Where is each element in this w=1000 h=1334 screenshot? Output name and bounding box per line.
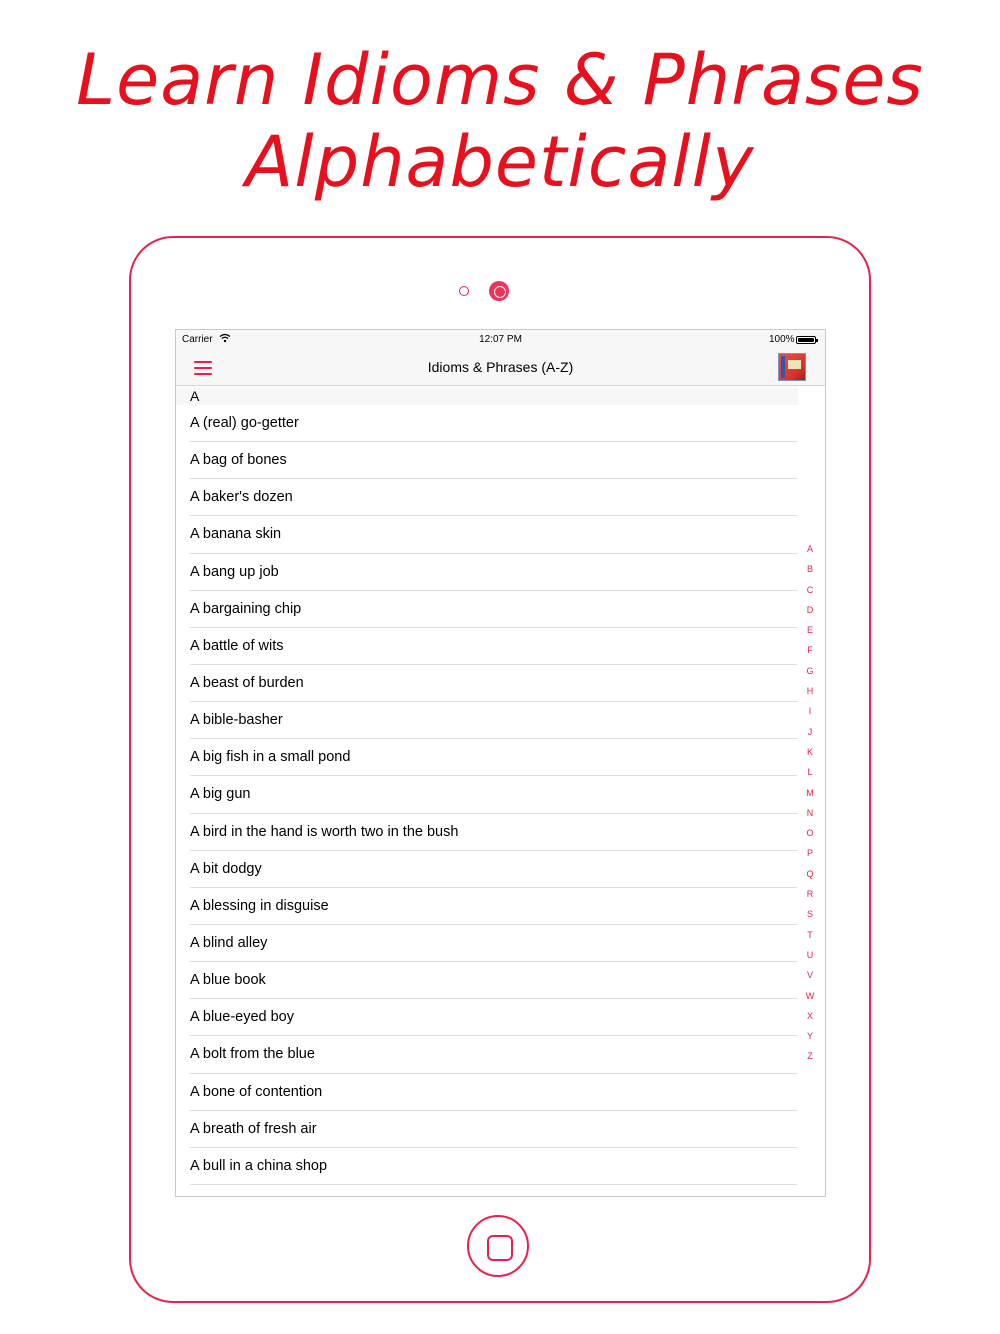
list-item[interactable] xyxy=(176,851,825,888)
home-button[interactable] xyxy=(467,1215,529,1277)
battery-icon xyxy=(796,336,816,344)
index-letter[interactable]: Z xyxy=(807,1051,813,1062)
clock: 12:07 PM xyxy=(479,334,522,345)
index-letter[interactable]: N xyxy=(806,807,814,818)
list-item[interactable] xyxy=(176,962,825,999)
list-item[interactable] xyxy=(176,1148,825,1185)
list-item-label: A bird in the hand is worth two in the bush xyxy=(190,823,459,840)
list-item[interactable] xyxy=(176,814,825,851)
row-divider xyxy=(190,1184,797,1185)
book-icon[interactable] xyxy=(778,353,806,381)
index-letter[interactable]: E xyxy=(806,625,813,636)
navigation-bar xyxy=(176,350,825,386)
list-item-label: A bull in a china shop xyxy=(190,1157,328,1174)
battery-percent: 100% xyxy=(769,334,795,345)
list-item-label: A bit dodgy xyxy=(190,860,262,877)
list-item[interactable] xyxy=(176,405,825,442)
index-letter[interactable]: F xyxy=(807,645,813,656)
idiom-list[interactable] xyxy=(176,387,825,1197)
list-item[interactable] xyxy=(176,925,825,962)
list-item[interactable] xyxy=(176,591,825,628)
list-item-label: A bible-basher xyxy=(190,712,283,729)
index-letter[interactable]: W xyxy=(805,990,815,1001)
index-letter[interactable]: Y xyxy=(806,1031,813,1042)
index-letter[interactable]: G xyxy=(806,665,814,676)
index-letter[interactable]: O xyxy=(806,828,814,839)
index-letter[interactable]: S xyxy=(806,909,813,920)
index-letter[interactable]: D xyxy=(806,604,814,615)
list-item[interactable] xyxy=(176,628,825,665)
list-item-label: A breath of fresh air xyxy=(190,1120,317,1137)
index-letter[interactable]: P xyxy=(806,848,813,859)
section-index-bar[interactable] xyxy=(802,539,818,1067)
list-item-label: A big gun xyxy=(190,786,251,803)
section-header: A xyxy=(176,387,798,405)
index-letter[interactable]: L xyxy=(807,767,813,778)
list-item-label: A bargaining chip xyxy=(190,600,302,617)
index-letter[interactable]: I xyxy=(808,706,812,717)
list-item-label: A banana skin xyxy=(190,526,282,543)
carrier-label: Carrier xyxy=(182,334,213,345)
index-letter[interactable]: V xyxy=(806,970,813,981)
page-indicator-dot-2-active xyxy=(489,281,509,301)
list-item[interactable] xyxy=(176,442,825,479)
list-item-label: A blue-eyed boy xyxy=(190,1009,294,1026)
index-letter[interactable]: T xyxy=(807,929,813,940)
list-rows xyxy=(176,405,825,1185)
list-item-label: A bag of bones xyxy=(190,452,287,469)
list-item[interactable] xyxy=(176,1074,825,1111)
index-letter[interactable]: M xyxy=(806,787,814,798)
list-item-label: A blessing in disguise xyxy=(190,897,329,914)
list-item-label: A battle of wits xyxy=(190,637,284,654)
index-letter[interactable]: X xyxy=(806,1010,813,1021)
list-item[interactable] xyxy=(176,776,825,813)
list-item-label: A blue book xyxy=(190,972,266,989)
list-item[interactable] xyxy=(176,702,825,739)
list-item[interactable] xyxy=(176,554,825,591)
list-item-label: A (real) go-getter xyxy=(190,415,299,431)
list-item-label: A beast of burden xyxy=(190,674,304,691)
index-letter[interactable]: U xyxy=(806,949,814,960)
index-letter[interactable]: K xyxy=(806,746,813,757)
list-item[interactable] xyxy=(176,999,825,1036)
list-item-label: A big fish in a small pond xyxy=(190,749,351,766)
list-item-label: A bone of contention xyxy=(190,1083,323,1100)
status-bar xyxy=(176,330,825,350)
list-item-label: A bolt from the blue xyxy=(190,1046,315,1063)
list-item-label: A blind alley xyxy=(190,934,268,951)
headline-line-2: Alphabetically xyxy=(245,121,755,203)
list-item-label: A bang up job xyxy=(190,563,279,580)
list-item[interactable] xyxy=(176,739,825,776)
headline-line-1: Learn Idioms & Phrases xyxy=(76,39,924,121)
index-letter[interactable]: R xyxy=(806,889,814,900)
list-item[interactable] xyxy=(176,888,825,925)
list-item[interactable] xyxy=(176,1111,825,1148)
list-item[interactable] xyxy=(176,1036,825,1073)
index-letter[interactable]: A xyxy=(806,544,813,554)
index-letter[interactable]: C xyxy=(806,584,814,595)
index-letter[interactable]: Q xyxy=(806,868,814,879)
app-screen xyxy=(175,329,826,1197)
index-letter[interactable]: H xyxy=(806,686,814,697)
index-letter[interactable]: J xyxy=(807,726,813,737)
page-indicator-dot-1 xyxy=(459,286,469,296)
list-item[interactable] xyxy=(176,479,825,516)
list-item[interactable] xyxy=(176,516,825,553)
index-letter[interactable]: B xyxy=(806,564,813,575)
list-item[interactable] xyxy=(176,665,825,702)
list-item-label: A baker's dozen xyxy=(190,489,293,506)
nav-title: Idioms & Phrases (A-Z) xyxy=(427,359,574,375)
